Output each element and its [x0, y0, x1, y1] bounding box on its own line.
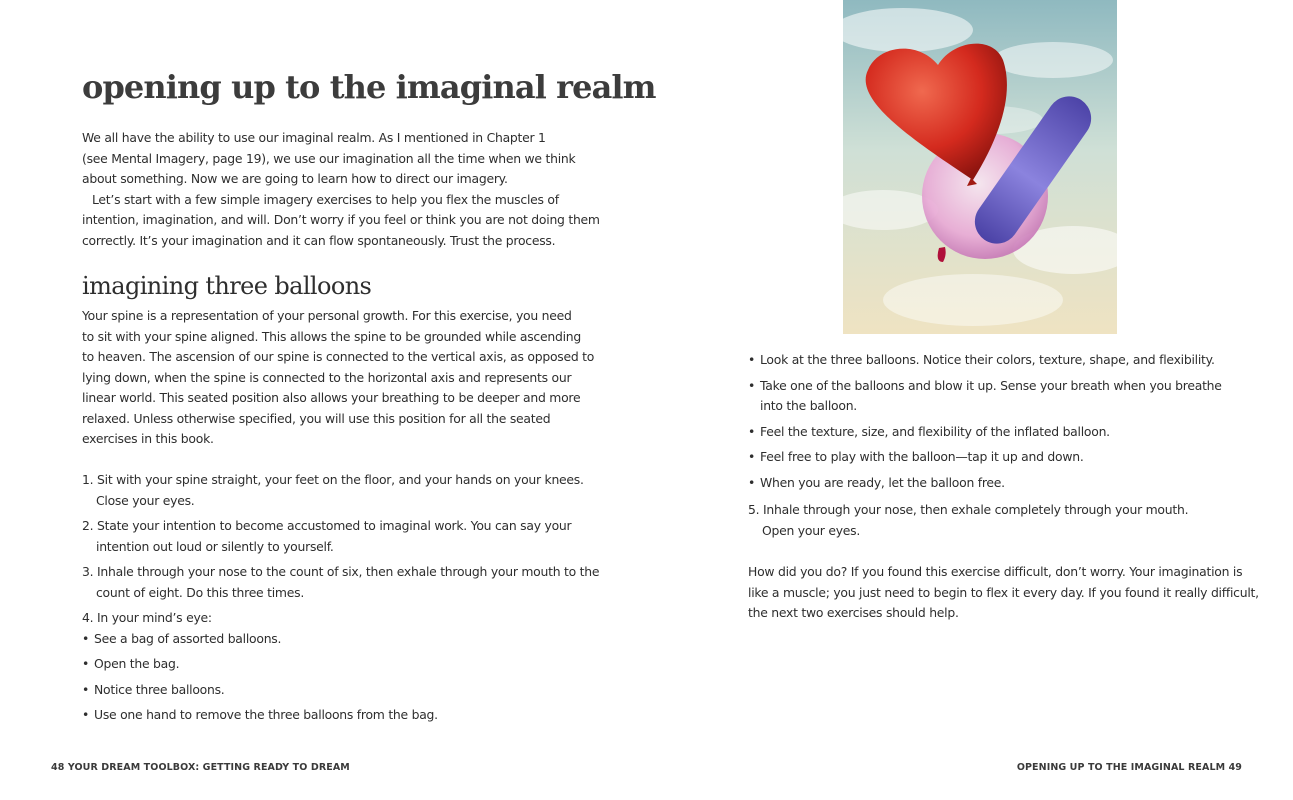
- step-text: 5. Inhale through your nose, then exhale completely through your mouth.: [748, 502, 1189, 517]
- text-line: (see Mental Imagery, page 19), we use our imagination all the time when we think: [82, 150, 576, 166]
- text-line: We all have the ability to use our imaginal realm. As I mentioned in Chapter 1: [82, 130, 546, 145]
- text-line: about something. Now we are going to learn how to direct our imagery.: [82, 171, 508, 186]
- bullet-text: Open the bag.: [94, 656, 180, 671]
- bullet-item: [82, 680, 562, 701]
- steps-list: [82, 470, 600, 731]
- bullet-glyph: •: [748, 352, 756, 367]
- bullet-text: See a bag of assorted balloons.: [94, 630, 282, 646]
- intro-paragraph: [82, 128, 600, 251]
- text-line: the next two exercises should help.: [748, 605, 959, 620]
- text-line: lying down, when the spine is connected to the horizontal axis and represents our: [82, 369, 572, 385]
- page-footer-right: OPENING UP TO THE IMAGINAL REALM 49: [1016, 762, 1242, 773]
- bullet-text: Take one of the balloons and blow it up. Sense your breath when you breathe: [760, 377, 1222, 393]
- step-text: 1. Sit with your spine straight, your feet on the floor, and your hands on your knees.: [82, 472, 584, 487]
- step-text: count of eight. Do this three times.: [96, 584, 305, 600]
- bullet-text: Feel the texture, size, and flexibility of the inflated balloon.: [760, 423, 1110, 439]
- list-item: [748, 500, 1248, 541]
- list-item: [82, 516, 572, 557]
- list-item: [82, 608, 562, 629]
- text-line: How did you do? If you found this exercise difficult, don’t worry. Your imagination is: [748, 564, 1243, 579]
- bullet-glyph: •: [82, 656, 90, 671]
- bullet-glyph: •: [748, 423, 756, 439]
- bullet-text: Feel free to play with the balloon—tap it up and down.: [760, 449, 1084, 464]
- bullet-item: [748, 376, 1248, 397]
- step-text: intention out loud or silently to yourself.: [96, 538, 334, 554]
- bullet-list: [82, 629, 562, 726]
- step-text: 3. Inhale through your nose to the count of six, then exhale through your mouth to the: [82, 564, 600, 579]
- page-footer-left: 48 YOUR DREAM TOOLBOX: GETTING READY TO DREAM: [51, 762, 350, 773]
- section-heading: imagining three balloons: [82, 272, 372, 300]
- right-page: [646, 0, 1293, 800]
- step-text: Close your eyes.: [96, 492, 195, 508]
- text-line: exercises in this book.: [82, 431, 214, 446]
- bullet-text: Use one hand to remove the three balloons from the bag.: [94, 707, 438, 722]
- bullet-glyph: •: [748, 377, 756, 393]
- bullet-text: Notice three balloons.: [94, 681, 225, 697]
- bullet-item: [82, 629, 562, 650]
- bullet-text: When you are ready, let the balloon free.: [760, 474, 1005, 490]
- closing-paragraph: [748, 562, 1259, 624]
- step-text: 4. In your mind’s eye:: [82, 610, 212, 625]
- bullet-list: [748, 350, 1248, 498]
- bullet-glyph: •: [82, 707, 90, 722]
- text-line: to sit with your spine aligned. This allows the spine to be grounded while ascending: [82, 328, 582, 344]
- bullet-glyph: •: [748, 474, 756, 490]
- balloons-illustration: [843, 0, 1117, 334]
- list-item: [82, 470, 584, 511]
- text-line: intention, imagination, and will. Don’t worry if you feel or think you are not doing them: [82, 212, 600, 227]
- bullet-item: [748, 447, 1248, 468]
- bullet-item: [748, 473, 1248, 494]
- text-line: like a muscle; you just need to begin to flex it every day. If you found it really difficult,: [748, 584, 1259, 600]
- bullet-item: [748, 422, 1248, 443]
- text-line: relaxed. Unless otherwise specified, you will use this position for all the seated: [82, 410, 551, 426]
- bullet-item: [82, 705, 562, 726]
- text-line: correctly. It’s your imagination and it can flow spontaneously. Trust the process.: [82, 232, 556, 248]
- bullet-text: Look at the three balloons. Notice their colors, texture, shape, and flexibility.: [760, 352, 1215, 367]
- text-line: linear world. This seated position also allows your breathing to be deeper and more: [82, 390, 581, 405]
- bullet-continuation: into the balloon.: [760, 398, 857, 413]
- text-line: Your spine is a representation of your personal growth. For this exercise, you need: [82, 308, 572, 323]
- bullet-glyph: •: [82, 681, 90, 697]
- bullet-item: [82, 654, 562, 675]
- text-line: to heaven. The ascension of our spine is connected to the vertical axis, as opposed to: [82, 349, 595, 364]
- list-item: [82, 562, 600, 603]
- bullet-item: [748, 350, 1248, 371]
- step-text: Open your eyes.: [762, 522, 861, 538]
- bullet-glyph: •: [748, 449, 756, 464]
- text-line: Let’s start with a few simple imagery exercises to help you flex the muscles of: [92, 191, 559, 207]
- section-paragraph: [82, 306, 594, 450]
- page-heading: opening up to the imaginal realm: [82, 68, 656, 106]
- bullet-glyph: •: [82, 630, 90, 646]
- balloons-photo: [843, 0, 1117, 334]
- step-text: 2. State your intention to become accustomed to imaginal work. You can say your: [82, 518, 572, 533]
